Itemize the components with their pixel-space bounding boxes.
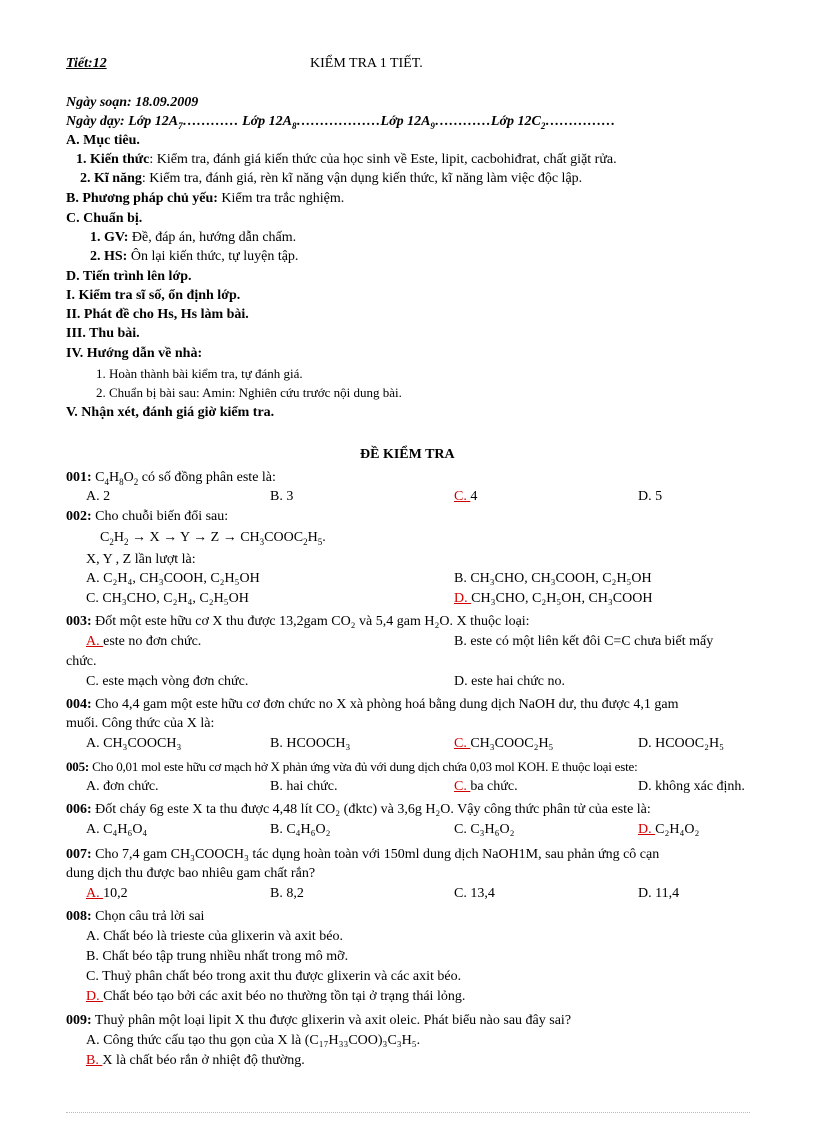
q006-option-d: D. C₂H₄O₂ [638, 822, 700, 837]
q003-option-b: B. este có một liên kết đôi C=C chưa biết mấy [454, 634, 714, 649]
teach-date: Ngày dạy: Lớp $12A_7\dots\dots\dots\dots$ Lớp $12A_8\dots\dots\dots\dots\dots\dots Lớp$ $12A_9\dots\dots\dots\dots Lớp$ $12C_2\dots\dots\dots\dots\dots$ [66, 114, 616, 131]
q001-option-a: A. 2 [86, 489, 111, 504]
q004-option-d: D. HCOOC₂H₅ [638, 736, 724, 751]
question-008: 008: Chọn câu trả lời sai [66, 909, 205, 924]
preparation-heading: C. Chuẩn bị. [66, 211, 143, 226]
page-title: KIỂM TRA 1 TIẾT. [310, 56, 423, 71]
exam-heading: ĐỀ KIỂM TRA [360, 447, 455, 462]
q008-option-b: B. Chất béo tập trung nhiều nhất trong mô mỡ. [86, 949, 349, 964]
homework-2: 2. Chuẩn bị bài sau: Amin: Nghiên cứu trước nội dung bài. [96, 385, 402, 400]
q002-option-c: C. CH₃CHO, C₂H₄, C₂H₅OH [86, 591, 249, 606]
q001-option-d: D. 5 [638, 489, 663, 504]
objectives-heading: A. Mục tiêu. [66, 133, 140, 148]
q002-option-d: D. CH₃CHO, C₂H₅OH, CH₃COOH [454, 591, 653, 606]
q004-option-a: A. CH₃COOCH₃ [86, 736, 182, 751]
q002-sub: X, Y , Z lần lượt là: [86, 552, 196, 567]
question-004-cont: muối. Công thức của X là: [66, 716, 215, 731]
question-004: 004: Cho 4,4 gam một este hữu cơ đơn chức no X xà phòng hoá bằng dung dịch NaOH dư, thu được 4,1 gam [66, 697, 679, 712]
question-007-cont: dung dịch thu được bao nhiêu gam chất rắn? [66, 866, 316, 881]
q003-option-d: D. este hai chức no. [454, 674, 565, 689]
objective-knowledge: 1. Kiến thức: Kiểm tra, đánh giá kiến thức của học sinh về Este, lipit, cacbohiđrat, chất giặt rửa. [76, 152, 617, 167]
q002-option-a: A. C₂H₄, CH₃COOH, C₂H₅OH [86, 571, 260, 586]
question-003: 003: Đốt một este hữu cơ X thu được 13,2gam CO₂ và 5,4 gam H₂O. X thuộc loại: [66, 614, 530, 629]
q005-option-a: A. đơn chức. [86, 779, 159, 794]
q008-option-d: D. Chất béo tạo bởi các axit béo no thường tồn tại ở trạng thái lỏng. [86, 989, 466, 1004]
prep-teacher: 1. GV: Đề, đáp án, hướng dẫn chấm. [90, 230, 297, 245]
q001-option-b: B. 3 [270, 489, 294, 504]
q007-option-c: C. 13,4 [454, 886, 495, 901]
q006-option-c: C. C₃H₆O₂ [454, 822, 515, 837]
step-1: I. Kiểm tra sĩ số, ổn định lớp. [66, 288, 241, 303]
q005-option-d: D. không xác định. [638, 779, 745, 794]
q001-option-c: C. 4 [454, 489, 478, 504]
q003-option-b-cont: chức. [66, 654, 97, 669]
method: B. Phương pháp chủ yếu: Kiểm tra trắc nghiệm. [66, 191, 345, 206]
q005-option-c: C. ba chức. [454, 779, 518, 794]
step-5: V. Nhận xét, đánh giá giờ kiểm tra. [66, 405, 275, 420]
q003-option-c: C. este mạch vòng đơn chức. [86, 674, 249, 689]
prep-date: Ngày soạn: 18.09.2009 [66, 95, 199, 110]
page-bottom-rule [66, 1112, 750, 1113]
homework-1: 1. Hoàn thành bài kiểm tra, tự đánh giá. [96, 366, 303, 381]
step-3: III. Thu bài. [66, 326, 140, 341]
question-007: 007: Cho 7,4 gam CH₃COOCH₃ tác dụng hoàn toàn với 150ml dung dịch NaOH1M, sau phản ứng cô cạn [66, 847, 660, 862]
q004-option-b: B. HCOOCH₃ [270, 736, 351, 751]
q007-option-b: B. 8,2 [270, 886, 304, 901]
q007-option-a: A. 10,2 [86, 886, 128, 901]
step-4: IV. Hướng dẫn về nhà: [66, 346, 203, 361]
step-2: II. Phát đề cho Hs, Hs làm bài. [66, 307, 249, 322]
prep-student: 2. HS: Ôn lại kiến thức, tự luyện tập. [90, 249, 299, 264]
q002-option-b: B. CH₃CHO, CH₃COOH, C₂H₅OH [454, 571, 652, 586]
q002-chain: $C_2H_2 \to X \to Y \to Z$ → $CH_3COOC_2H_5$. [100, 530, 326, 547]
q006-option-a: A. C₄H₆O₄ [86, 822, 148, 837]
q009-option-b: B. X là chất béo rắn ở nhiệt độ thường. [86, 1053, 305, 1068]
q007-option-d: D. 11,4 [638, 886, 680, 901]
q008-option-c: C. Thuỷ phân chất béo trong axit thu được glixerin và các axit béo. [86, 969, 462, 984]
q008-option-a: A. Chất béo là trieste của glixerin và axit béo. [86, 929, 343, 944]
question-005: 005: Cho 0,01 mol este hữu cơ mạch hở X phản ứng vừa đủ với dung dịch chứa 0,03 mol KOH. E thuộc loại este: [66, 759, 638, 774]
q004-option-c: C. CH₃COOC₂H₅ [454, 736, 554, 751]
q006-option-b: B. C₄H₆O₂ [270, 822, 331, 837]
question-009: 009: Thuỷ phân một loại lipit X thu được glixerin và axit oleic. Phát biểu nào sau đây sai? [66, 1013, 572, 1028]
procedure-heading: D. Tiến trình lên lớp. [66, 269, 192, 284]
question-006: 006: Đốt cháy 6g este X ta thu được 4,48 lít CO₂ (đktc) và 3,6g H₂O. Vậy công thức phân tử của este là: [66, 802, 651, 817]
q009-option-a: A. Công thức cấu tạo thu gọn của X là (C₁₇H₃₃COO)₃C₃H₅. [86, 1033, 421, 1048]
q005-option-b: B. hai chức. [270, 779, 338, 794]
question-002: 002: Cho chuỗi biến đổi sau: [66, 509, 229, 524]
question-001: 001: $C_4H_8O_2$ có số đồng phân este là: [66, 470, 276, 487]
q003-option-a: A. este no đơn chức. [86, 634, 202, 649]
lesson-number: Tiết:12 [66, 56, 107, 71]
objective-skills: 2. Kĩ năng: Kiểm tra, đánh giá, rèn kĩ năng vận dụng kiến thức, kĩ năng làm việc độc lập. [80, 171, 583, 186]
